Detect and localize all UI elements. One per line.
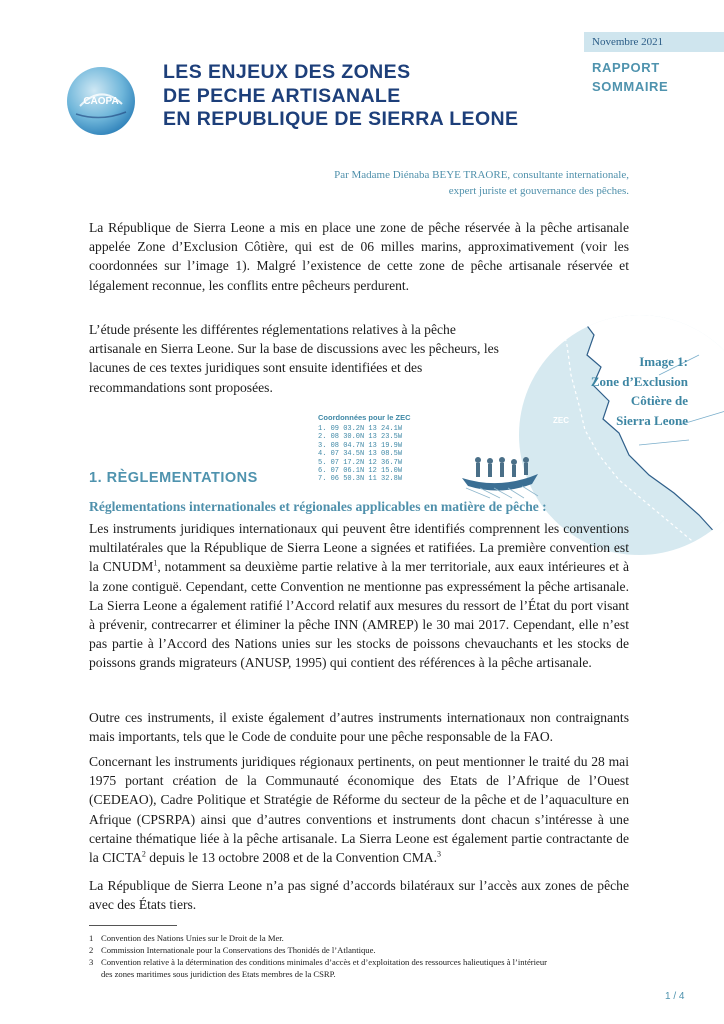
svg-text:CAOPA: CAOPA xyxy=(83,96,119,107)
section-subheading: Réglementations internationales et régionales applicables en matière de pêche : xyxy=(89,499,547,514)
report-type-line-1: RAPPORT xyxy=(592,60,660,75)
byline-role: consultante internationale, xyxy=(512,169,629,181)
coordinate-item: 4. 07 34.5N 13 08.5W xyxy=(318,450,403,459)
fishing-boat-illustration xyxy=(460,440,540,500)
report-type-line-2: SOMMAIRE xyxy=(592,79,669,94)
footnote-ref-1: 1 xyxy=(153,558,158,568)
coordinate-item: 3. 08 04.7N 13 19.9W xyxy=(318,441,403,450)
coordinate-item: 6. 07 06.1N 12 15.0W xyxy=(318,467,403,476)
document-title xyxy=(163,61,518,132)
coordinates-title: Coordonnées pour le ZEC xyxy=(318,413,411,422)
footnote: 2 Commission Internationale pour la Conservations des Thonidés de l’Atlantique. xyxy=(89,945,376,955)
date-badge: Novembre 2021 xyxy=(584,32,724,52)
footnote-divider xyxy=(89,925,177,926)
footnote-ref-2: 2 xyxy=(141,849,146,859)
body-paragraph-4: La République de Sierra Leone n’a pas signé d’accords bilatéraux sur l’accès aux zones de pêche avec des États tiers. xyxy=(89,878,629,913)
coordinate-item: 5. 07 17.2N 12 36.7W xyxy=(318,458,403,467)
section-heading: 1. RÈGLEMENTATIONS xyxy=(89,470,258,486)
zec-label: ZEC xyxy=(553,416,569,425)
title-line-1: LES ENJEUX DES ZONES xyxy=(163,61,411,83)
caopa-logo xyxy=(66,66,136,136)
coordinates-list xyxy=(318,425,402,484)
footnote-ref-3: 3 xyxy=(437,849,441,859)
title-line-3: EN REPUBLIQUE DE SIERRA LEONE xyxy=(163,108,519,130)
intro-paragraph-2: L’étude présente les différentes réglementations relatives à la pêche artisanale en Sierra Leone. Sur la base de discussions avec les pêcheurs, les lacunes de ces textes juridiques sont ensuite identifiées et des recommandations sont proposées. xyxy=(89,322,499,395)
intro-paragraph-1: La République de Sierra Leone a mis en place une zone de pêche réservée à la pêche artisanale appelée Zone d’Exclusion Côtière, qui est de 06 milles marins, approximativement (voir les coordonnées sur l’image 1). Malgré l’existence de cette zone de pêche artisanale réservée et légalement reconnue, les conflits entre pêcheurs perdurent. xyxy=(89,220,629,293)
image-caption xyxy=(560,352,688,430)
byline-author: Par Madame Diénaba BEYE TRAORE, xyxy=(334,169,513,181)
caption-line-2: Zone d’Exclusion xyxy=(590,373,688,389)
caption-line-1: Image 1: xyxy=(639,354,688,369)
report-type xyxy=(592,58,668,96)
title-line-2: DE PECHE ARTISANALE xyxy=(163,84,401,107)
author-byline xyxy=(334,167,629,199)
coordinate-item: 1. 09 03.2N 13 24.1W xyxy=(318,425,403,433)
body-paragraph-2: Outre ces instruments, il existe également d’autres instruments internationaux non contraignants mais importants, tels que le Code de conduite pour une pêche responsable de la FAO. xyxy=(89,710,629,745)
coordinate-item: 7. 06 50.3N 11 32.8W xyxy=(318,475,403,484)
coordinate-item: 2. 08 30.0N 13 23.5W xyxy=(318,433,403,442)
caption-line-3: Côtière de xyxy=(630,393,688,408)
body-paragraph-1: Les instruments juridiques internationaux qui peuvent être identifiés comprennent les conventions multilatérales que la République de Sierra Leone a signées et ratifiées. La première convention est la CNUDM$^1$, notamment sa deuxième partie relative à la mer territoriale, aux eaux intérieures et à la zone contiguë. Cependant, cette Convention ne mentionne pas expressément la pêche artisanale. La Sierra Leone a également ratifié l’Accord relatif aux mesures du ressort de l’État du port visant à prévenir, contrecarrer et éliminer la pêche INN (AMREP) le 30 mai 2017. Cependant, elle n’est pas partie à l’Accord des Nations unies sur les stocks de poissons chevauchants et les stocks de poissons grands migrateurs (ANUSP, 1995) qui contient des références à la pêche artisanale. xyxy=(89,521,629,671)
footnote: 3 Convention relative à la détermination des conditions minimales d’accès et d’exploitation des ressources halieutiques à l’intérieur xyxy=(89,957,548,967)
footnote: 1 Convention des Nations Unies sur le Droit de la Mer. xyxy=(89,933,284,943)
byline-expertise: expert juriste et gouvernance des pêches. xyxy=(448,185,629,197)
caption-line-4: Sierra Leone xyxy=(616,412,688,428)
footnote-continuation: des zones maritimes sous juridiction des Etats membres de la CSRP. xyxy=(101,969,336,979)
footnotes xyxy=(89,932,709,980)
page-number: 1 / 4 xyxy=(665,991,685,1002)
body-paragraph-3: Concernant les instruments juridiques régionaux pertinents, on peut mentionner le traité du 28 mai 1975 portant création de la Communauté économique des Etats de l’Afrique de l’Ouest (CEDEAO), Cadre Politique et Stratégie de Réforme du secteur de la pêche et de l’aquaculture en Afrique (CPSRPA) ainsi que d’autres conventions et instruments dont chacun s’intéresse à une certaine thématique liée à la pêche artisanale. La Sierra Leone est également partie contractante de la CICTA$^2$ depuis le 13 octobre 2008 et de la Convention CMA.$^3$ xyxy=(89,754,629,866)
